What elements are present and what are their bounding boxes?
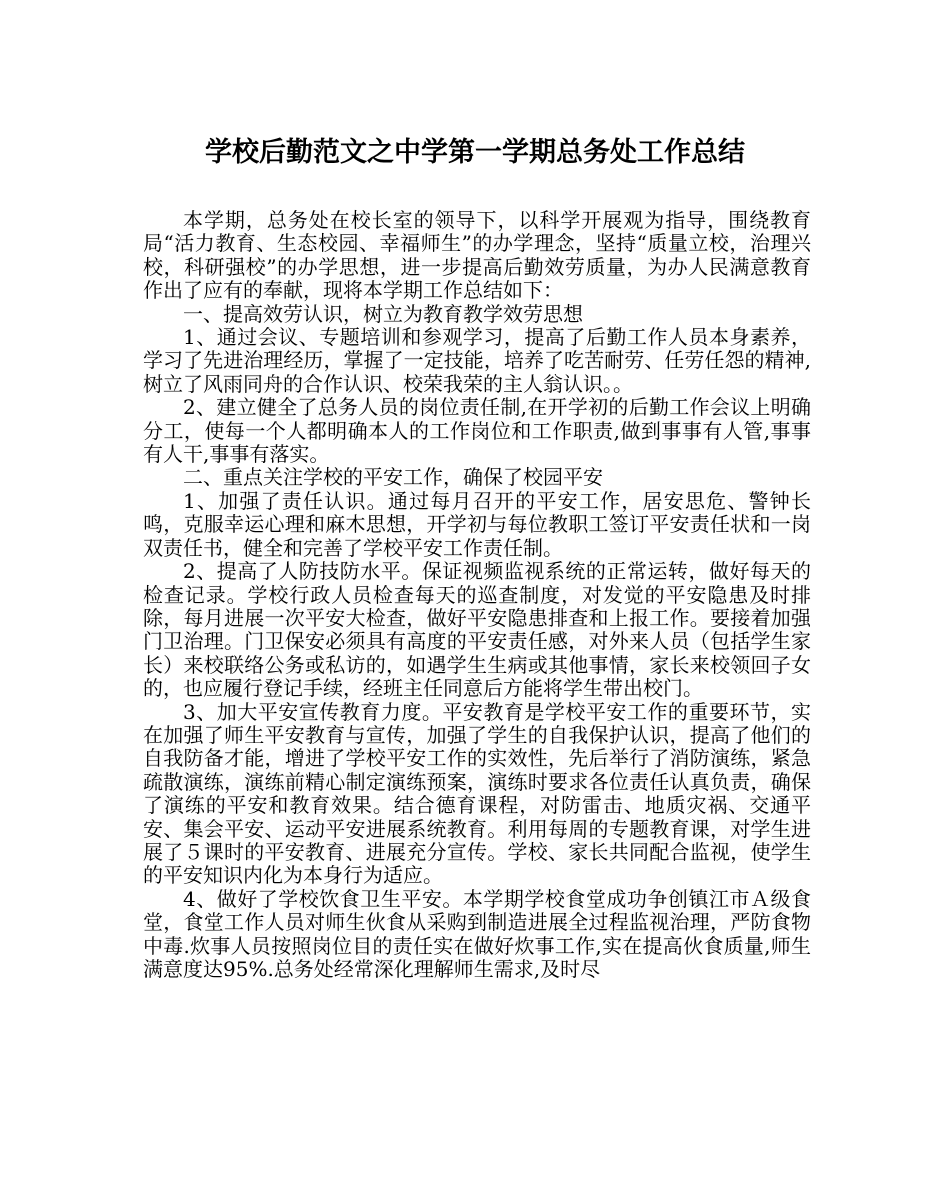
section-heading-2: 二、重点关注学校的平安工作，确保了校园平安 xyxy=(183,465,603,490)
section-1-item-1: 1、通过会议、专题培训和参观学习，提高了后勤工作人员本身素养，学习了先进治理经历，掌握了一定技能，培养了吃苦耐劳、任劳任怨的精神,树立了风雨同舟的合作认识、校荣我荣的主人翁认识。。 xyxy=(143,325,811,396)
section-2-item-3: 3、加大平安宣传教育力度。平安教育是学校平安工作的重要环节，实在加强了师生平安教育与宣传，加强了学生的自我保护认识，提高了他们的自我防备才能，增进了学校平安工作的实效性，先后举行了消防演练，紧急疏散演练，演练前精心制定演练预案，演练时要求各位责任认真负责，确保了演练的平安和教育效果。结合德育课程，对防雷击、地质灾祸、交通平安、集会平安、运动平安进展系统教育。利用每周的专题教育课，对学生进展了５课时的平安教育、进展充分宣传。学校、家长共同配合监视，使学生的平安知识内化为本身行为适应。 xyxy=(143,699,811,888)
document-title: 学校后勤范文之中学第一学期总务处工作总结 xyxy=(205,137,745,168)
section-1-item-2: 2、建立健全了总务人员的岗位责任制,在开学初的后勤工作会议上明确分工，使每一个人都明确本人的工作岗位和工作职责,做到事事有人管,事事有人干,事事有落实。 xyxy=(143,395,811,467)
document-body xyxy=(143,209,811,981)
section-heading-1: 一、提高效劳认识，树立为教育教学效劳思想 xyxy=(183,301,583,326)
section-2-item-4: 4、做好了学校饮食卫生平安。本学期学校食堂成功争创镇江市Ａ级食堂，食堂工作人员对师生伙食从采购到制造进展全过程监视治理，严防食物中毒.炊事人员按照岗位目的责任实在做好炊事工作,实在提高伙食质量,师生满意度达95%.总务处经常深化理解师生需求,及时尽 xyxy=(143,886,811,981)
section-2-item-1: 1、加强了责任认识。通过每月召开的平安工作，居安思危、警钟长鸣，克服幸运心理和麻木思想，开学初与每位教职工签订平安责任状和一岗双责任书，健全和完善了学校平安工作责任制。 xyxy=(143,488,811,560)
section-2-item-2: 2、提高了人防技防水平。保证视频监视系统的正常运转，做好每天的检查记录。学校行政人员检查每天的巡查制度，对发觉的平安隐患及时排除，每月进展一次平安大检查，做好平安隐患排查和上报工作。要接着加强门卫治理。门卫保安必须具有高度的平安责任感，对外来人员（包括学生家长）来校联络公务或私访的，如遇学生生病或其他事情，家长来校领回子女的，也应履行登记手续，经班主任同意后方能将学生带出校门。 xyxy=(143,559,811,701)
intro-paragraph: 本学期，总务处在校长室的领导下，以科学开展观为指导，围绕教育局“活力教育、生态校园、幸福师生”的办学理念，坚持“质量立校，治理兴校，科研强校”的办学思想，进一步提高后勤效劳质量，为办人民满意教育作出了应有的奉献，现将本学期工作总结如下： xyxy=(143,208,811,303)
